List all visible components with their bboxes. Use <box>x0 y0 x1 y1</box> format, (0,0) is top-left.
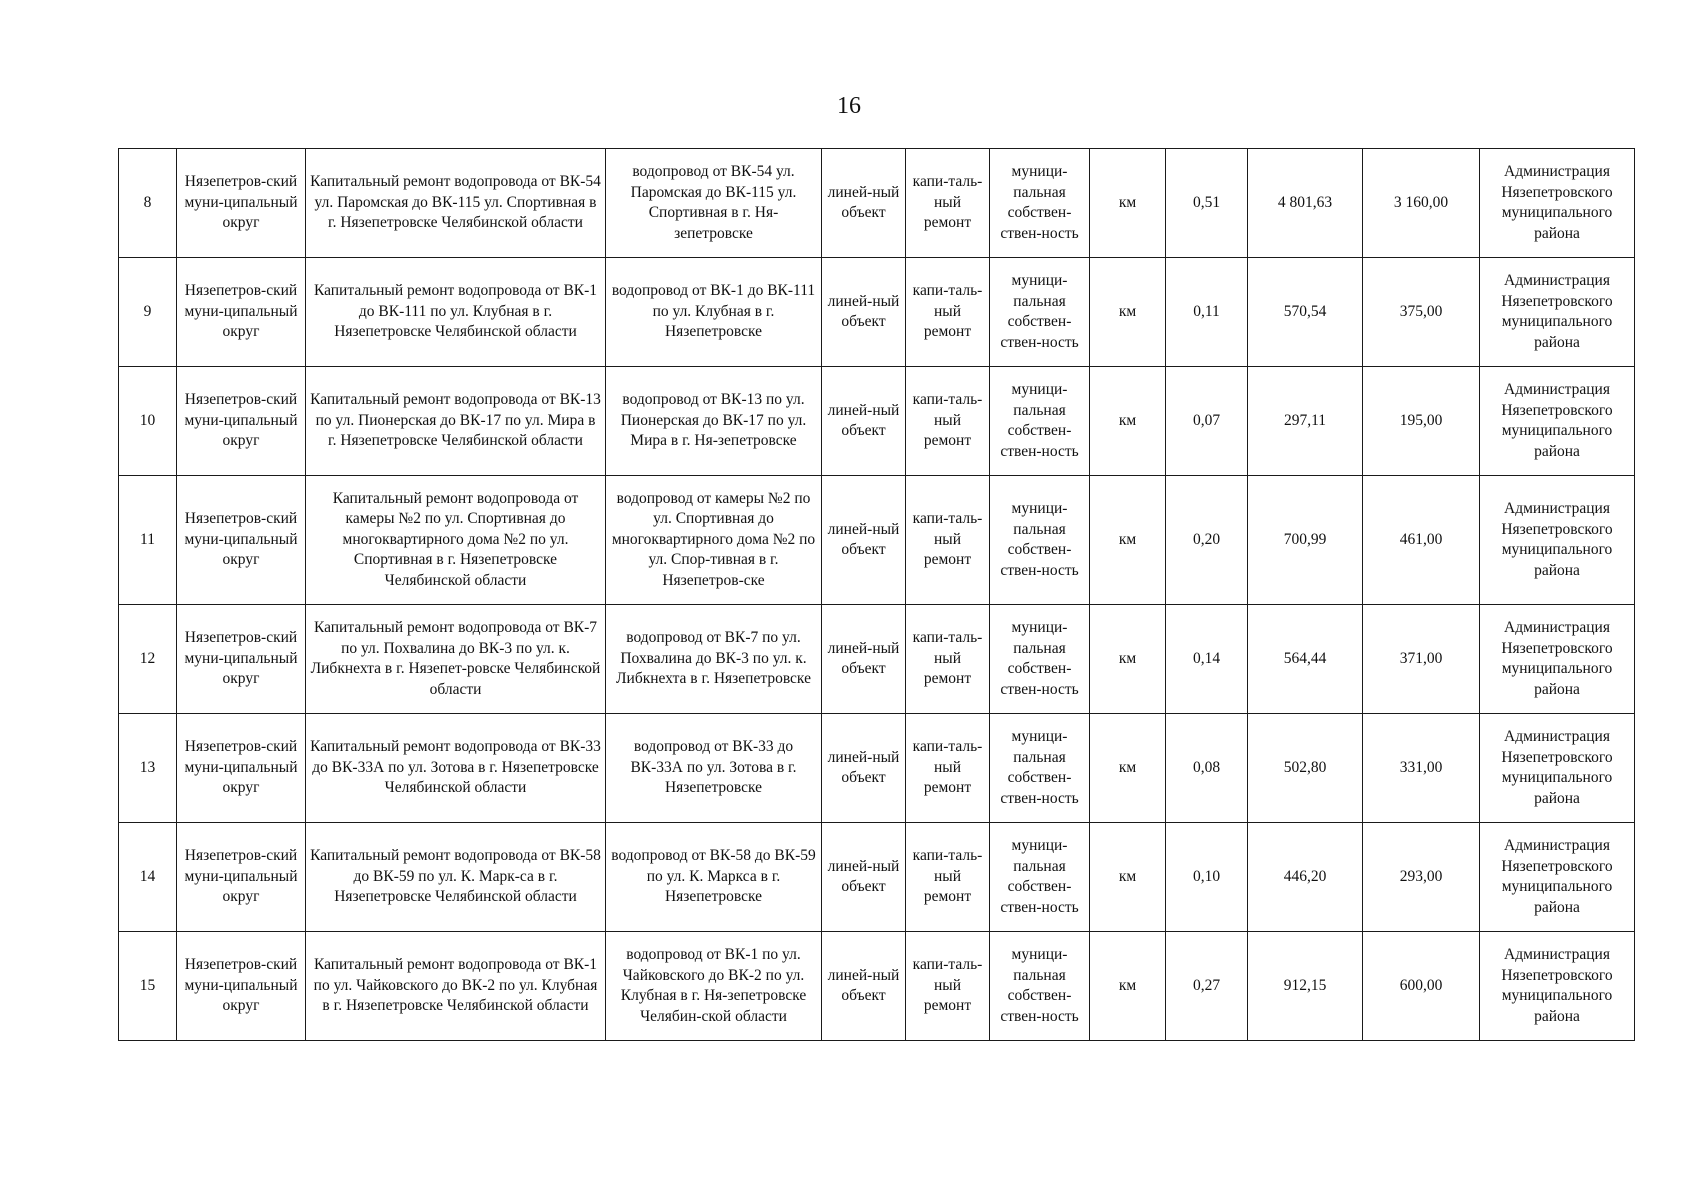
work-type-cell: капи-таль-ный ремонт <box>906 367 990 476</box>
territory-cell: Нязепетров-ский муни-ципальный округ <box>177 605 306 714</box>
object-type-cell: линей-ный объект <box>822 258 906 367</box>
work-type-cell: капи-таль-ный ремонт <box>906 149 990 258</box>
total-cost-cell: 564,44 <box>1248 605 1363 714</box>
table-row <box>119 476 1635 605</box>
total-cost-cell: 912,15 <box>1248 932 1363 1041</box>
total-cost-cell: 700,99 <box>1248 476 1363 605</box>
unit-cell: км <box>1090 932 1166 1041</box>
object-name-cell: водопровод от ВК-1 по ул. Чайковского до ВК-2 по ул. Клубная в г. Ня-зепетровске Челябин-ской области <box>606 932 822 1041</box>
total-cost-cell: 446,20 <box>1248 823 1363 932</box>
object-name-cell: водопровод от камеры №2 по ул. Спортивная до многоквартирного дома №2 по ул. Спор-тивная в г. Нязепетров-ске <box>606 476 822 605</box>
row-number: 12 <box>119 605 177 714</box>
territory-cell: Нязепетров-ский муни-ципальный округ <box>177 258 306 367</box>
ownership-cell: муници-пальная собствен-ствен-ность <box>990 149 1090 258</box>
ownership-cell: муници-пальная собствен-ствен-ность <box>990 823 1090 932</box>
table-row <box>119 605 1635 714</box>
funding-cell: 461,00 <box>1363 476 1480 605</box>
unit-cell: км <box>1090 714 1166 823</box>
row-number: 8 <box>119 149 177 258</box>
unit-cell: км <box>1090 258 1166 367</box>
object-name-cell: водопровод от ВК-54 ул. Паромская до ВК-115 ул. Спортивная в г. Ня-зепетровске <box>606 149 822 258</box>
object-name-cell: водопровод от ВК-33 до ВК-33А по ул. Зотова в г. Нязепетровске <box>606 714 822 823</box>
object-name-cell: водопровод от ВК-7 по ул. Похвалина до ВК-3 по ул. к. Либкнехта в г. Нязепетровске <box>606 605 822 714</box>
ownership-cell: муници-пальная собствен-ствен-ность <box>990 258 1090 367</box>
row-number: 10 <box>119 367 177 476</box>
unit-cell: км <box>1090 367 1166 476</box>
customer-cell: Администрация Нязепетровского муниципального района <box>1480 932 1635 1041</box>
territory-cell: Нязепетров-ский муни-ципальный округ <box>177 149 306 258</box>
work-type-cell: капи-таль-ный ремонт <box>906 932 990 1041</box>
object-type-cell: линей-ный объект <box>822 605 906 714</box>
funding-cell: 3 160,00 <box>1363 149 1480 258</box>
customer-cell: Администрация Нязепетровского муниципального района <box>1480 476 1635 605</box>
projects-table <box>118 148 1635 1041</box>
work-description-cell: Капитальный ремонт водопровода от ВК-13 по ул. Пионерская до ВК-17 по ул. Мира в г. Нязепетровске Челябинской области <box>306 367 606 476</box>
total-cost-cell: 4 801,63 <box>1248 149 1363 258</box>
work-description-cell: Капитальный ремонт водопровода от камеры №2 по ул. Спортивная до многоквартирного дома №2 по ул. Спортивная в г. Нязепетровске Челябинской области <box>306 476 606 605</box>
total-cost-cell: 502,80 <box>1248 714 1363 823</box>
customer-cell: Администрация Нязепетровского муниципального района <box>1480 258 1635 367</box>
object-type-cell: линей-ный объект <box>822 823 906 932</box>
territory-cell: Нязепетров-ский муни-ципальный округ <box>177 932 306 1041</box>
customer-cell: Администрация Нязепетровского муниципального района <box>1480 149 1635 258</box>
work-description-cell: Капитальный ремонт водопровода от ВК-7 по ул. Похвалина до ВК-3 по ул. к. Либкнехта в г. Нязепет-ровске Челябинской области <box>306 605 606 714</box>
territory-cell: Нязепетров-ский муни-ципальный округ <box>177 367 306 476</box>
funding-cell: 375,00 <box>1363 258 1480 367</box>
unit-cell: км <box>1090 149 1166 258</box>
work-type-cell: капи-таль-ный ремонт <box>906 476 990 605</box>
object-name-cell: водопровод от ВК-13 по ул. Пионерская до ВК-17 по ул. Мира в г. Ня-зепетровске <box>606 367 822 476</box>
customer-cell: Администрация Нязепетровского муниципального района <box>1480 714 1635 823</box>
ownership-cell: муници-пальная собствен-ствен-ность <box>990 476 1090 605</box>
territory-cell: Нязепетров-ский муни-ципальный округ <box>177 476 306 605</box>
work-description-cell: Капитальный ремонт водопровода от ВК-33 до ВК-33А по ул. Зотова в г. Нязепетровске Челябинской области <box>306 714 606 823</box>
funding-cell: 293,00 <box>1363 823 1480 932</box>
ownership-cell: муници-пальная собствен-ствен-ность <box>990 367 1090 476</box>
length-cell: 0,11 <box>1166 258 1248 367</box>
funding-cell: 371,00 <box>1363 605 1480 714</box>
length-cell: 0,20 <box>1166 476 1248 605</box>
funding-cell: 331,00 <box>1363 714 1480 823</box>
work-type-cell: капи-таль-ный ремонт <box>906 714 990 823</box>
ownership-cell: муници-пальная собствен-ствен-ность <box>990 932 1090 1041</box>
object-name-cell: водопровод от ВК-58 до ВК-59 по ул. К. Маркса в г. Нязепетровске <box>606 823 822 932</box>
object-name-cell: водопровод от ВК-1 до ВК-111 по ул. Клубная в г. Нязепетровске <box>606 258 822 367</box>
length-cell: 0,10 <box>1166 823 1248 932</box>
object-type-cell: линей-ный объект <box>822 714 906 823</box>
row-number: 15 <box>119 932 177 1041</box>
row-number: 9 <box>119 258 177 367</box>
funding-cell: 195,00 <box>1363 367 1480 476</box>
work-type-cell: капи-таль-ный ремонт <box>906 605 990 714</box>
length-cell: 0,08 <box>1166 714 1248 823</box>
page-number: 16 <box>837 93 861 119</box>
work-description-cell: Капитальный ремонт водопровода от ВК-58 до ВК-59 по ул. К. Марк-са в г. Нязепетровске Челябинской области <box>306 823 606 932</box>
work-description-cell: Капитальный ремонт водопровода от ВК-1 до ВК-111 по ул. Клубная в г. Нязепетровске Челябинской области <box>306 258 606 367</box>
work-type-cell: капи-таль-ный ремонт <box>906 258 990 367</box>
table-row <box>119 149 1635 258</box>
length-cell: 0,07 <box>1166 367 1248 476</box>
table-row <box>119 714 1635 823</box>
ownership-cell: муници-пальная собствен-ствен-ность <box>990 605 1090 714</box>
customer-cell: Администрация Нязепетровского муниципального района <box>1480 823 1635 932</box>
object-type-cell: линей-ный объект <box>822 932 906 1041</box>
work-description-cell: Капитальный ремонт водопровода от ВК-54 ул. Паромская до ВК-115 ул. Спортивная в г. Нязепетровске Челябинской области <box>306 149 606 258</box>
funding-cell: 600,00 <box>1363 932 1480 1041</box>
table-row <box>119 367 1635 476</box>
customer-cell: Администрация Нязепетровского муниципального района <box>1480 367 1635 476</box>
row-number: 14 <box>119 823 177 932</box>
row-number: 13 <box>119 714 177 823</box>
object-type-cell: линей-ный объект <box>822 476 906 605</box>
unit-cell: км <box>1090 605 1166 714</box>
length-cell: 0,14 <box>1166 605 1248 714</box>
length-cell: 0,27 <box>1166 932 1248 1041</box>
total-cost-cell: 570,54 <box>1248 258 1363 367</box>
unit-cell: км <box>1090 823 1166 932</box>
territory-cell: Нязепетров-ский муни-ципальный округ <box>177 714 306 823</box>
work-description-cell: Капитальный ремонт водопровода от ВК-1 по ул. Чайковского до ВК-2 по ул. Клубная в г. Нязепетровске Челябинской области <box>306 932 606 1041</box>
object-type-cell: линей-ный объект <box>822 149 906 258</box>
object-type-cell: линей-ный объект <box>822 367 906 476</box>
ownership-cell: муници-пальная собствен-ствен-ность <box>990 714 1090 823</box>
row-number: 11 <box>119 476 177 605</box>
work-type-cell: капи-таль-ный ремонт <box>906 823 990 932</box>
unit-cell: км <box>1090 476 1166 605</box>
length-cell: 0,51 <box>1166 149 1248 258</box>
customer-cell: Администрация Нязепетровского муниципального района <box>1480 605 1635 714</box>
total-cost-cell: 297,11 <box>1248 367 1363 476</box>
table-row <box>119 823 1635 932</box>
table-row <box>119 932 1635 1041</box>
territory-cell: Нязепетров-ский муни-ципальный округ <box>177 823 306 932</box>
table-row <box>119 258 1635 367</box>
